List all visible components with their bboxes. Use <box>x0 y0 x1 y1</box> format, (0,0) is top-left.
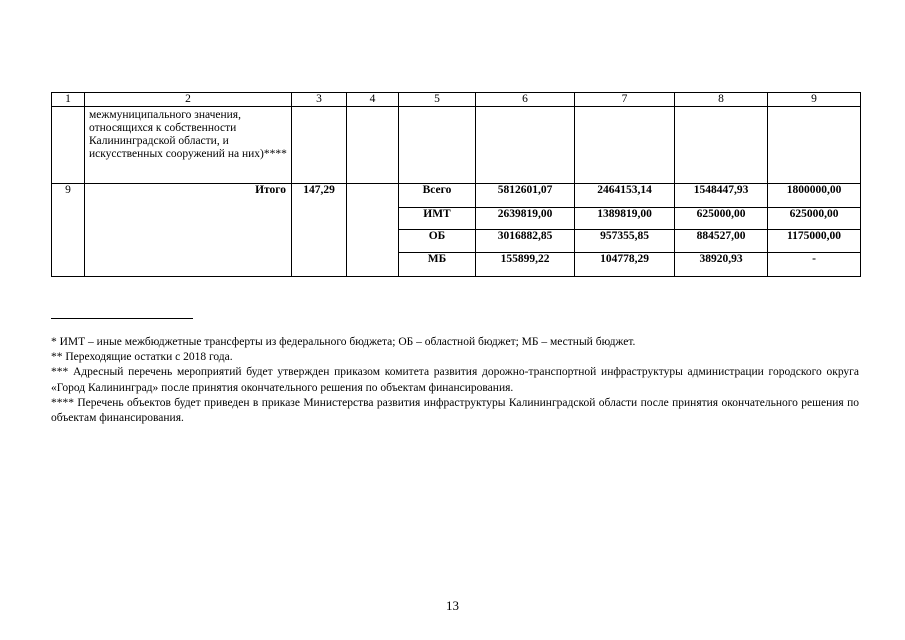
footnote-object-list: **** Перечень объектов будет приведен в приказе Министерства развития инфраструктуры Калининградской области после принятия окончательного решения по объектам финансирования. <box>51 396 859 425</box>
empty-cell <box>675 107 768 184</box>
value-cell: - <box>768 253 861 277</box>
funding-type: МБ <box>399 253 476 277</box>
value-cell: 1548447,93 <box>675 184 768 208</box>
footnote-separator <box>51 318 193 319</box>
col-number: 6 <box>476 93 575 107</box>
value-cell: 2639819,00 <box>476 208 575 230</box>
funding-type: Всего <box>399 184 476 208</box>
value-cell: 1800000,00 <box>768 184 861 208</box>
empty-cell <box>52 107 85 184</box>
footnotes <box>51 335 859 426</box>
empty-cell <box>347 107 399 184</box>
row-number: 9 <box>52 184 85 277</box>
footnote-imt: * ИМТ – иные межбюджетные трансферты из федерального бюджета; ОБ – областной бюджет; МБ – местный бюджет. <box>51 336 636 348</box>
value-cell: 3016882,85 <box>476 230 575 253</box>
footnote-address-list: *** Адресный перечень мероприятий будет утвержден приказом комитета развития дорожно-транспортной инфраструктуры администрации городского округа «Город Калининград» после принятия окончательного решения по объектам финансирования. <box>51 366 859 394</box>
col-number: 7 <box>575 93 675 107</box>
value-cell: 1175000,00 <box>768 230 861 253</box>
value-cell: 104778,29 <box>575 253 675 277</box>
empty-cell <box>768 107 861 184</box>
col-number: 2 <box>85 93 292 107</box>
value-cell: 155899,22 <box>476 253 575 277</box>
funding-type: ИМТ <box>399 208 476 230</box>
value-cell: 625000,00 <box>675 208 768 230</box>
empty-cell <box>399 107 476 184</box>
page-number: 13 <box>446 598 459 613</box>
total-length: 147,29 <box>292 184 347 277</box>
description-cell: межмуниципального значения, относящихся к собственности Калининградской области, и искусственных сооружений на них)**** <box>85 107 292 184</box>
col-number: 1 <box>52 93 85 107</box>
empty-cell <box>476 107 575 184</box>
funding-type: ОБ <box>399 230 476 253</box>
value-cell: 38920,93 <box>675 253 768 277</box>
col-number: 9 <box>768 93 861 107</box>
col-number: 5 <box>399 93 476 107</box>
program-table <box>51 92 861 277</box>
description-row <box>52 107 861 184</box>
empty-cell <box>575 107 675 184</box>
value-cell: 1389819,00 <box>575 208 675 230</box>
value-cell: 957355,85 <box>575 230 675 253</box>
footnote-carryover: ** Переходящие остатки с 2018 года. <box>51 351 233 364</box>
col-number: 3 <box>292 93 347 107</box>
column-number-row <box>52 93 861 107</box>
col-number: 8 <box>675 93 768 107</box>
value-cell: 625000,00 <box>768 208 861 230</box>
empty-cell <box>292 107 347 184</box>
value-cell: 2464153,14 <box>575 184 675 208</box>
empty-cell <box>347 184 399 277</box>
value-cell: 5812601,07 <box>476 184 575 208</box>
total-row-vsego <box>52 184 861 208</box>
value-cell: 884527,00 <box>675 230 768 253</box>
itogo-label: Итого <box>85 184 292 277</box>
col-number: 4 <box>347 93 399 107</box>
